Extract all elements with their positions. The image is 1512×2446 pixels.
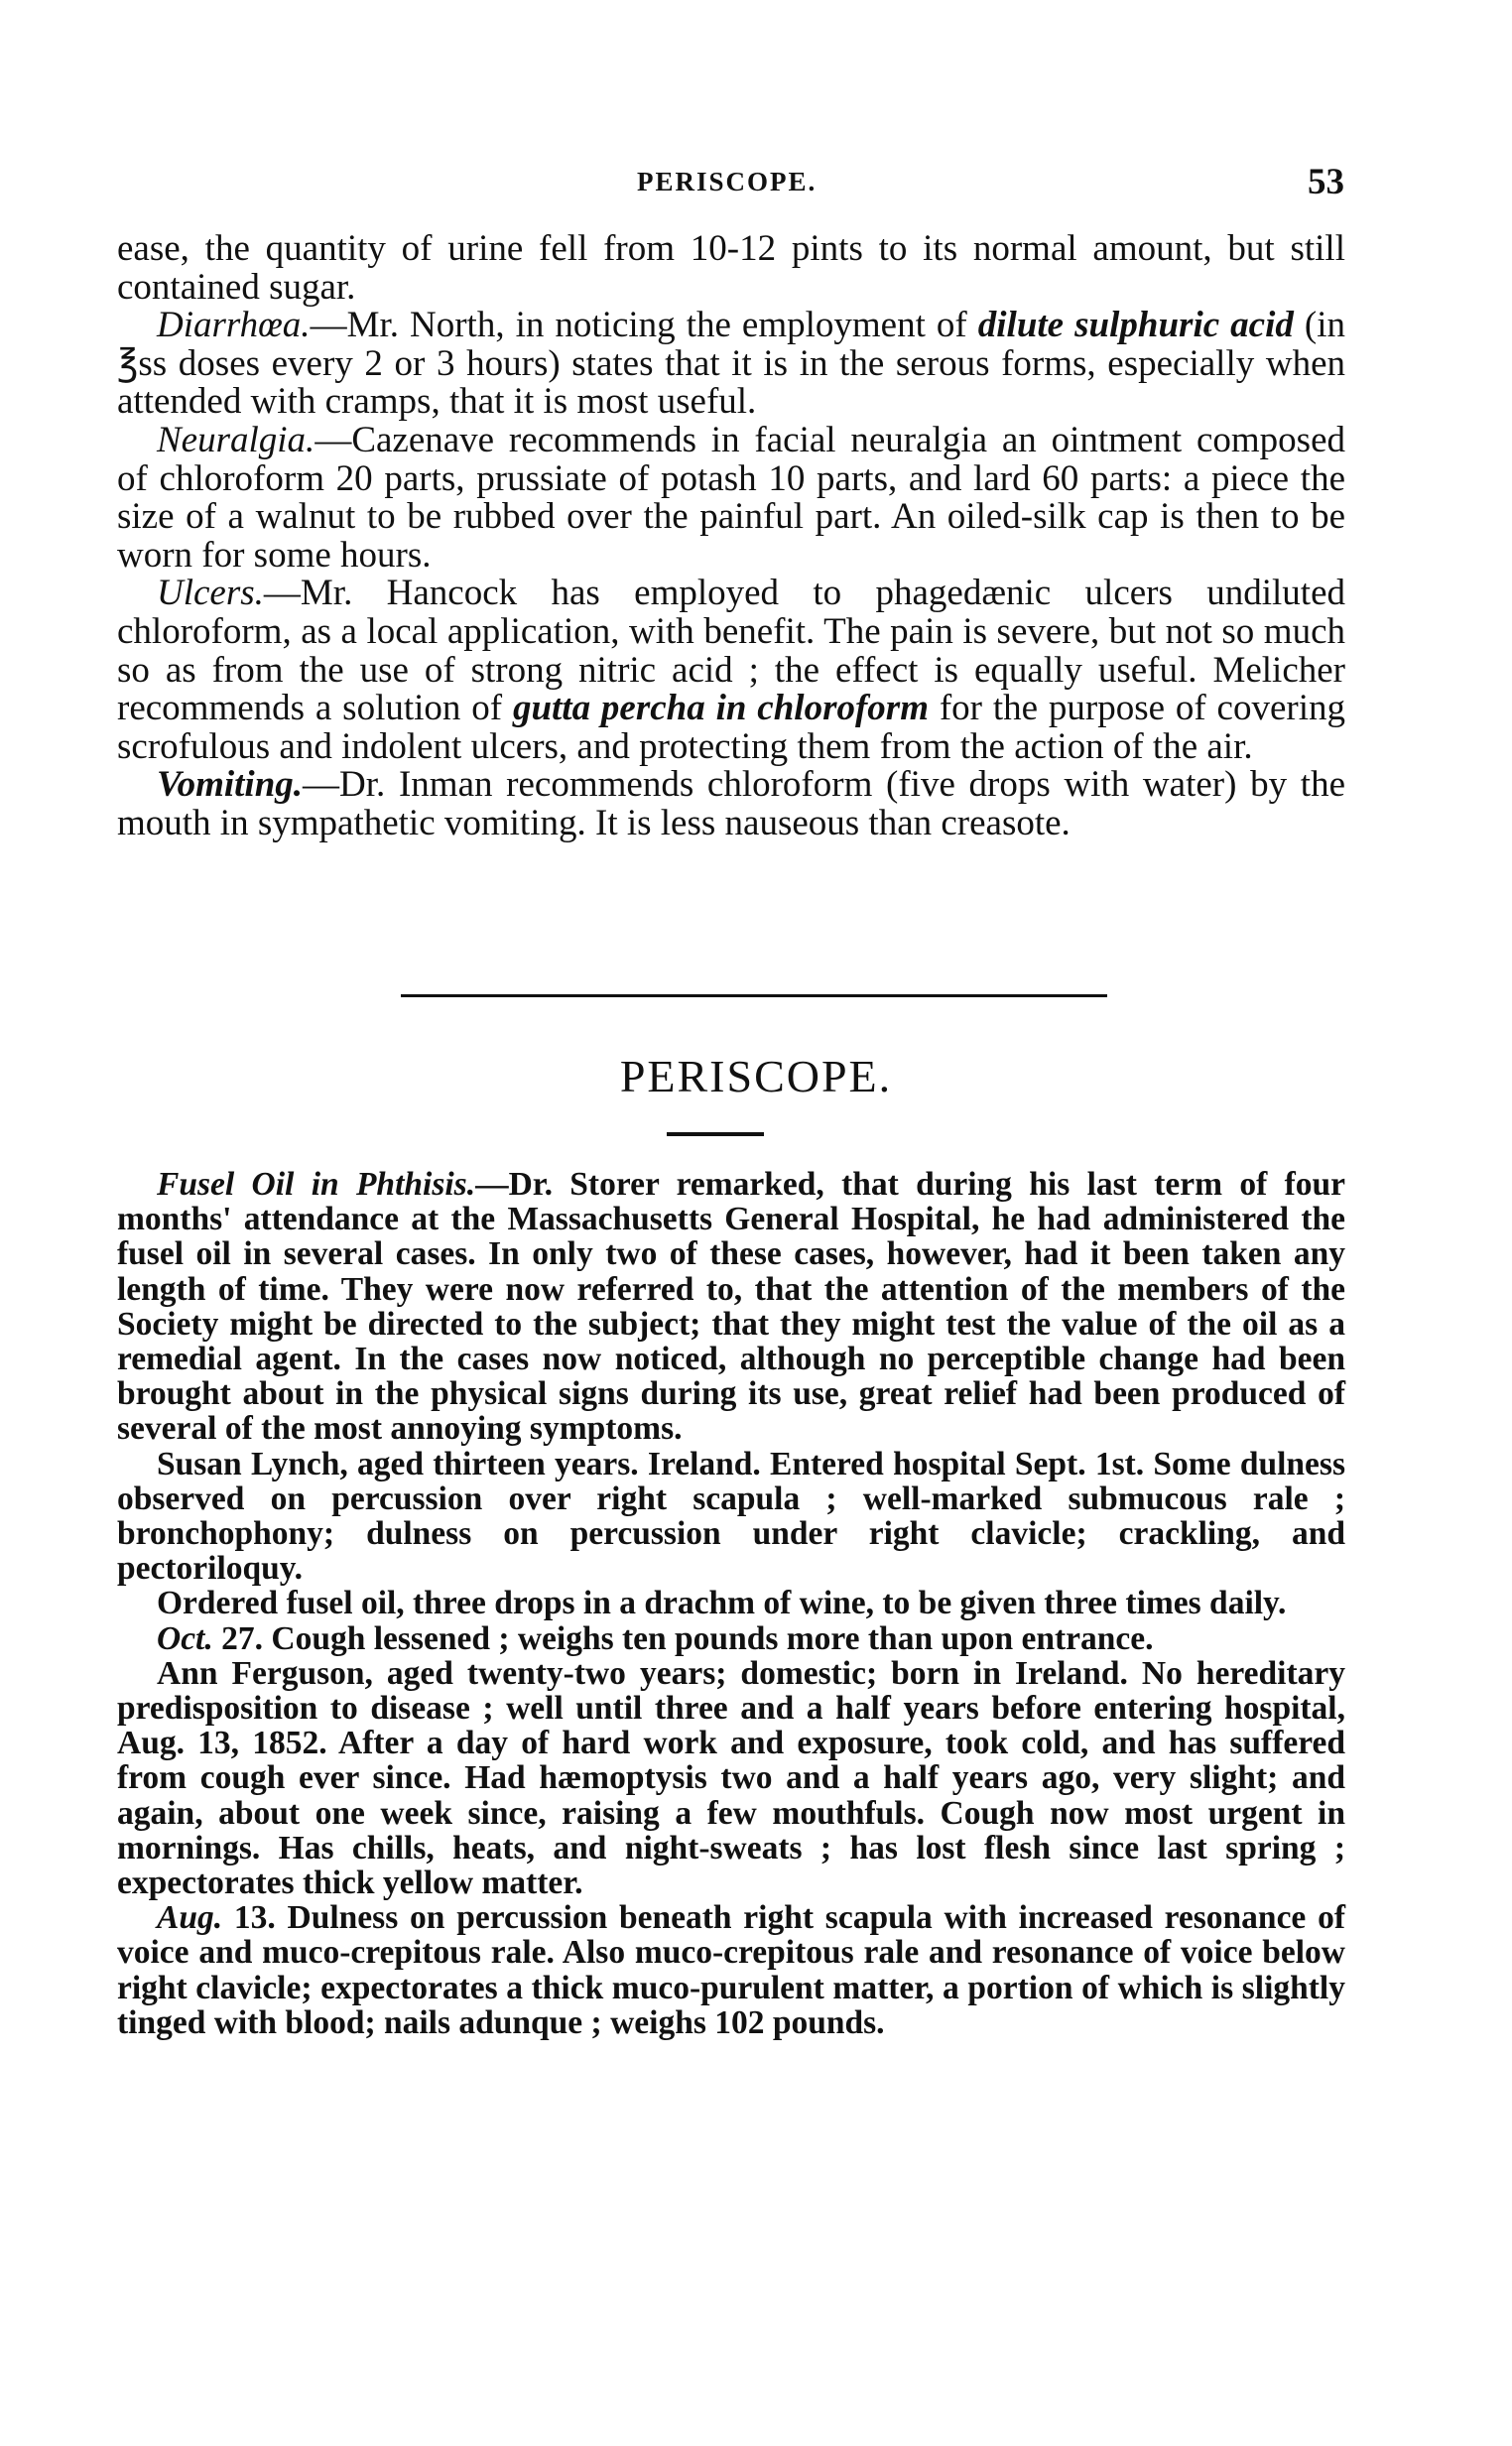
paragraph-ordered: Ordered fusel oil, three drops in a drachm of wine, to be given three times daily.	[157, 1585, 1287, 1622]
heading-ulcers: Ulcers.	[157, 573, 264, 614]
paragraph-ann-ferguson: Ann Ferguson, aged twenty-two years; domestic; born in Ireland. No hereditary predisposition to disease ; well until three and a half years before entering hospital, Aug. 13, 1852. After a day of hard work and exposure, took cold, and has suffered from cough ever since. Had hæmoptysis two and a half years ago, very slight; and again, about one week since, raising a few mouthfuls. Cough now most urgent in mornings. Has chills, heats, and night-sweats ; has lost flesh since last spring ; expectorates thick yellow matter.	[117, 1654, 1345, 1902]
fusel-oil-text: —Dr. Storer remarked, that during his last term of four months' attendance at the Massachusetts General Hospital, he had administered the fusel oil in several cases. In only two of these cases, however, had it been taken any length of time. They were now referred to, that the attention of the members of the Society might be directed to the subject; that they might test the value of the oil as a remedial agent. In the cases now noticed, although no perceptible change had been brought about in the physical signs during its use, great relief had been produced of several of the most annoying symptoms.	[117, 1166, 1346, 1448]
dilute-sulphuric-acid-term: dilute sulphuric acid	[977, 305, 1294, 346]
neuralgia-text: —Cazenave recommends in facial neuralgia an ointment composed of chloroform 20 parts, prussiate of potash 10 parts, and lard 60 parts: a piece the size of a walnut to be rubbed over the painful part. An oiled-silk cap is then to be worn for some hours.	[117, 419, 1345, 576]
heading-fusel-oil: Fusel Oil in Phthisis.	[157, 1166, 476, 1203]
paragraph-vomiting	[117, 766, 1345, 842]
heading-diarrhoea: Diarrhœa.	[157, 305, 311, 346]
section-title: PERISCOPE.	[619, 1051, 893, 1101]
lower-text-block	[117, 1167, 1345, 2040]
paragraph-diarrhoea	[117, 307, 1345, 422]
ulcers-text-1: —Mr. Hancock has employed to phagedænic ulcers undiluted chloroform, as a local application, with benefit. The pain is severe, but not so much so as from the use of strong nitric acid ; the effect is equally useful. Melicher recommends a solution of	[117, 573, 1345, 729]
paragraph-susan-lynch: Susan Lynch, aged thirteen years. Ireland. Entered hospital Sept. 1st. Some dulness observed on percussion over right scapula ; well-marked submucous rale ; bronchophony; dulness on percussion under right clavicle; crackling, and pectoriloquy.	[117, 1445, 1345, 1588]
paragraph-ulcers	[117, 575, 1345, 766]
diarrhoea-text-1: —Mr. North, in noticing the employment of	[310, 305, 978, 346]
paragraph-neuralgia	[117, 419, 1345, 576]
continued-paragraph: ease, the quantity of urine fell from 10-12 pints to its normal amount, but still contained sugar.	[117, 228, 1345, 308]
running-head	[0, 162, 1512, 226]
aug-text: 13. Dulness on percussion beneath right scapula with increased resonance of voice and muco-crepitous rale. Also muco-crepitous rale and resonance of voice below right clavicle; expectorates a thick muco-purulent matter, a portion of which is slightly tinged with blood; nails adunque ; weighs 102 pounds.	[117, 1899, 1345, 2041]
diarrhoea-text-2: (in ℥ss doses every 2 or 3 hours) states that it is in the serous forms, especially when attended with cramps, that it is most useful.	[117, 305, 1345, 423]
gutta-percha-term: gutta percha in chloroform	[512, 688, 929, 729]
paragraph-aug	[117, 1900, 1345, 2040]
section-divider-rule	[401, 994, 1107, 997]
paragraph-oct	[117, 1621, 1345, 1656]
date-oct: Oct.	[157, 1619, 213, 1657]
upper-text-block	[117, 230, 1345, 843]
heading-neuralgia: Neuralgia.	[157, 419, 315, 460]
date-aug: Aug.	[157, 1899, 223, 1937]
ulcers-text-2: for the purpose of covering scrofulous and indolent ulcers, and protecting them from the action of the air.	[117, 688, 1345, 767]
heading-vomiting: Vomiting.	[157, 764, 304, 806]
vomiting-text: —Dr. Inman recommends chloroform (five drops with water) by the mouth in sympathetic vomiting. It is less nauseous than creasote.	[117, 764, 1345, 843]
title-underline-rule	[667, 1132, 764, 1136]
oct-text: 27. Cough lessened ; weighs ten pounds more than upon entrance.	[212, 1619, 1154, 1657]
page-number: 53	[1308, 162, 1344, 202]
paragraph-fusel-oil	[117, 1167, 1345, 1447]
running-title: PERISCOPE.	[637, 167, 818, 196]
